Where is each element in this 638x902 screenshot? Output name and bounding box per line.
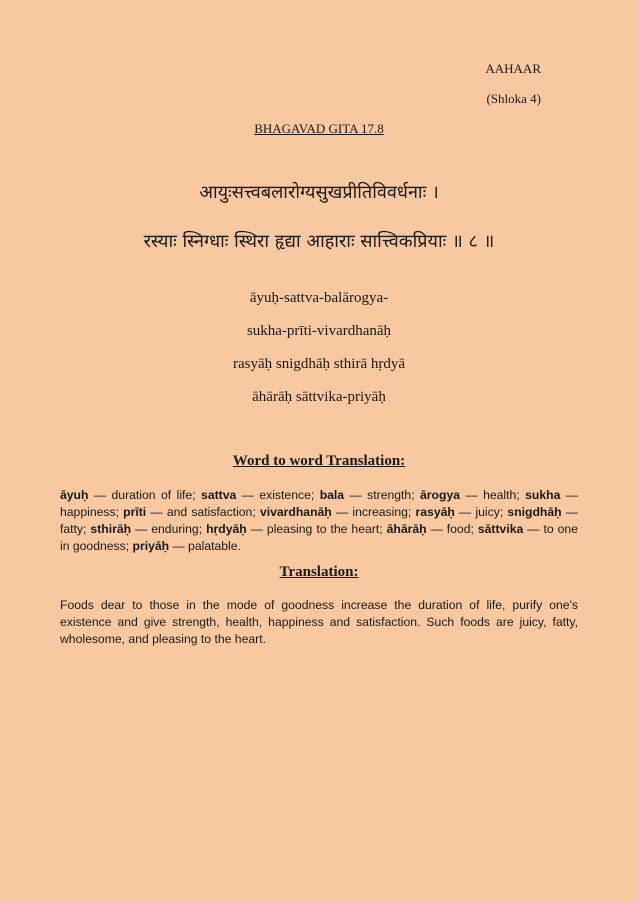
word-meaning: — palatable. <box>169 539 241 553</box>
transliteration-line-4: āhārāḥ sāttvika-priyāḥ <box>252 389 386 405</box>
word-meaning: — increasing; <box>331 505 416 519</box>
word-translation-heading: Word to word Translation: <box>232 453 406 469</box>
transliteration-line-1: āyuḥ-sattva-balārogya- <box>249 290 389 306</box>
word-meaning: — to one in goodness; <box>60 522 578 553</box>
word-entry <box>320 488 420 502</box>
word-entry <box>387 522 478 536</box>
word-meaning: — existence; <box>236 488 320 502</box>
word-entry <box>60 488 201 502</box>
word-entry <box>201 488 320 502</box>
word-meaning: — juicy; <box>454 505 508 519</box>
word-meaning: — enduring; <box>131 522 207 536</box>
sanskrit-line-1: आयुःसत्त्वबलारोग्यसुखप्रीतिविवर्धनाः । <box>199 182 439 203</box>
word-entry <box>416 505 508 519</box>
transliteration-line-2: sukha-prīti-vivardhanāḥ <box>246 323 392 339</box>
sanskrit-word: sukha <box>525 488 561 502</box>
shloka-number: (Shloka 4) <box>486 91 541 106</box>
translation-heading: Translation: <box>279 564 359 580</box>
sanskrit-word: sattva <box>201 488 237 502</box>
sanskrit-word: vivardhanāḥ <box>259 505 332 519</box>
word-meaning: — health; <box>460 488 526 502</box>
sanskrit-line-2: रस्याः स्निग्धाः स्थिरा हृद्या आहाराः सात्त्विकप्रियाः ॥ ८ ॥ <box>143 231 495 252</box>
word-entry <box>260 505 416 519</box>
word-entry <box>133 539 241 553</box>
word-meaning: — food; <box>426 522 478 536</box>
word-meaning: — fatty; <box>60 505 578 536</box>
word-meaning: — duration of life; <box>88 488 202 502</box>
sanskrit-word: hṛdyāḥ <box>206 522 247 536</box>
word-meaning: — strength; <box>344 488 421 502</box>
sanskrit-word: priyāḥ <box>132 539 170 553</box>
sanskrit-word: ārogya <box>420 488 460 502</box>
sanskrit-word: prīti <box>123 505 147 519</box>
sanskrit-word: āyuḥ <box>60 488 89 502</box>
sanskrit-word: bala <box>319 488 345 502</box>
word-entry <box>206 522 387 536</box>
word-entry <box>420 488 525 502</box>
translation-text: Foods dear to those in the mode of goodness increase the duration of life, purify one's existence and give strength, health, happiness and satisfaction. Such foods are juicy, fatty, wholesome, and pleasing to the heart. <box>60 598 578 646</box>
word-meaning: — and satisfaction; <box>146 505 260 519</box>
header-tag: AAHAAR <box>485 61 541 76</box>
word-meaning: — pleasing to the heart; <box>246 522 387 536</box>
sanskrit-word: rasyāḥ <box>415 505 455 519</box>
verse-reference: BHAGAVAD GITA 17.8 <box>254 121 384 136</box>
word-entry <box>123 505 260 519</box>
word-meaning: — happiness; <box>60 488 578 519</box>
sanskrit-word: āhārāḥ <box>386 522 427 536</box>
word-translation-list <box>60 487 578 555</box>
word-entry <box>90 522 206 536</box>
sanskrit-word: sthirāḥ <box>90 522 132 536</box>
sanskrit-word: snigdhāḥ <box>507 505 562 519</box>
transliteration-line-3: rasyāḥ snigdhāḥ sthirā hṛdyā <box>232 356 406 372</box>
sanskrit-word: sāttvika <box>477 522 524 536</box>
